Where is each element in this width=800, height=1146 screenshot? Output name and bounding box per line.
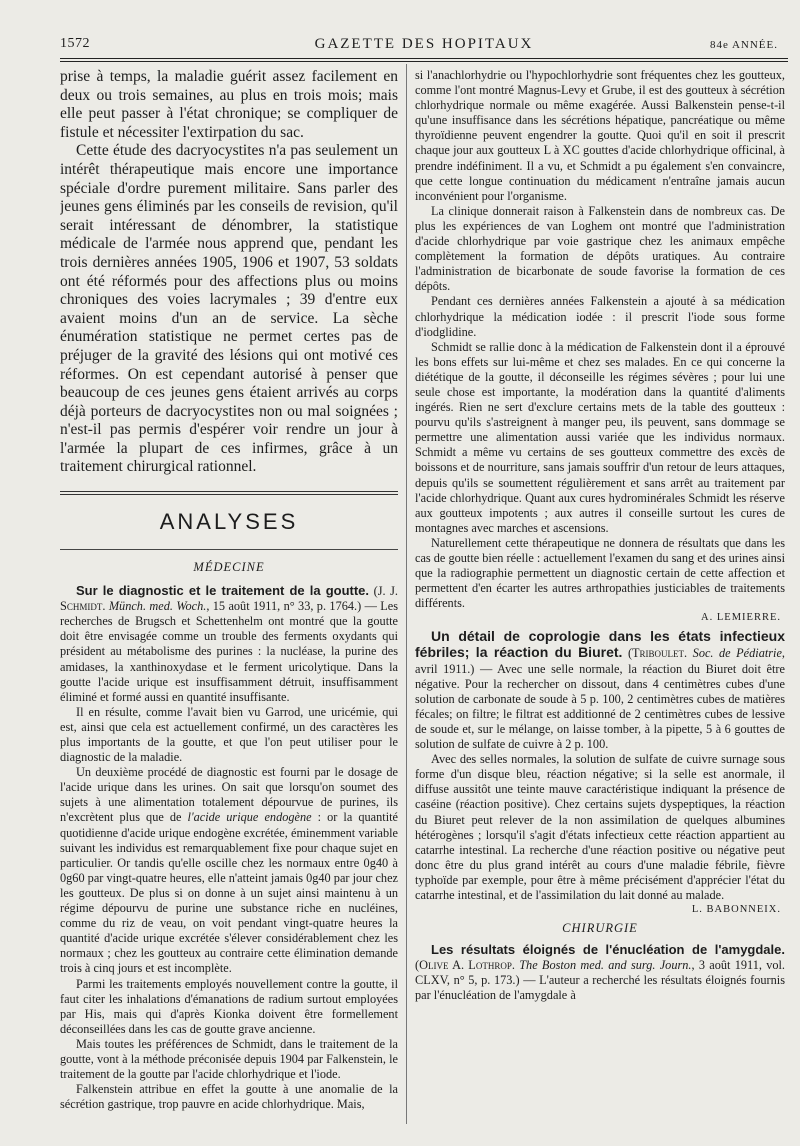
right-column [415,68,785,1003]
paragraph: La clinique donnerait raison à Falkenstein dans de nombreux cas. De plus les expériences de van Loghem ont montré que l'administration d'acide chlorhydrique par voie gastrique chez les animaux empêche complètement la formation de dépôts uratiques. Au contraire l'administration de bicarbonate de soude favorise la formation de ces dépôts. [415,203,785,294]
article-title: Les résultats éloignés de l'énucléation de l'amygdale. [431,942,785,958]
article-title: Un détail de coprologie dans les états infectieux fébriles; la réaction du Biuret. [415,628,785,661]
paragraph: Pendant ces dernières années Falkenstein a ajouté à sa médication chlorhydrique la médication iodée : il prescrit l'iode sous forme d'iodglidine. [415,294,785,339]
subsection-heading: CHIRURGIE [562,921,638,936]
paragraph [60,765,398,976]
article-author: (Triboulet. [627,646,688,661]
paragraph: prise à temps, la maladie guérit assez facilement en deux ou trois semaines, au plus en trois mois; mais elle peut passer à l'état chronique; se compliquer de fistule et nécessiter l'extirpation du sac. [60,68,398,141]
paragraph-text: : or la quantité quotidienne d'acide urique endogène excrétée, éminemment variable suivant les individus est remarquablement fixe pour chaque sujet en particulier. Or tandis qu'elle oscille chez les normaux entre 0g40 à 0g60 par vingt-quatre heures, elle n'atteint jamais 0g40 par jour chez les goutteux. De plus si on donne à un sujet ainsi maintenu à un régime dépourvu de purine une substance riche en nucléines, comme du riz de veau, on voit pendant vingt-quatre heures la quantité d'acide urique excrétée s'élever considérablement chez les normaux ; chez les goutteux au contraire cette élimination demande trois à cinq jours et est incomplète. [60,810,398,976]
article-biuret [415,629,785,752]
article-text: — L'auteur a recherché les résultats éloignés fournis par l'énucléation de l'amygdale à [415,973,785,1003]
column-divider [406,64,407,1124]
paragraph: Cette étude des dacryocystites n'a pas seulement un intérêt thérapeutique mais encore une importance spéciale d'ordre purement militaire. Sans parler des jeunes gens éliminés par les conseils de revision, qu'il serait intéressant de dénombrer, la statistique médicale de l'armée nous apprend que, pendant les trois dernières années 1905, 1906 et 1907, 53 soldats ont été réformés pour des affections plus ou moins chroniques des voies lacrymales ; 39 d'entre eux avaient moins d'un an de service. La sèche énumération statistique ne permet certes pas de préjuger de la gravité des lésions qui ont motivé ces réformes. On est cependant autorisé à penser que beaucoup de ces jeunes gens étaient arrivés au corps déjà porteurs de dacryocystites non ou mal soignées ; n'est-il pas permis d'espérer voir rendre un jour à l'armée la plupart de ces infirmes, grâce à un traitement chirurgical rationnel. [60,142,398,476]
article-amygdale [415,942,785,1003]
paragraph: si l'anachlorhydrie ou l'hypochlorhydrie sont fréquentes chez les goutteux, comme l'ont montré Magnus-Levy et Grube, il est des goutteux à sécrétion chlorhydrique normale ou même exagérée. Aussi Balkenstein pense-t-il qu'une insuffisance dans les sécrétions hépatique, pancréatique ou même thyroïdienne peuvent engendrer la goutte. Quoi qu'il en soit il prescrit chaque jour aux goutteux L à XC gouttes d'acide chlorhydrique officinal, à prendre indéfiniment. Il a vu, et Schmidt a pu également s'en convaincre, que cette longue continuation du médicament n'entraîne jamais aucun inconvénient pour l'organisme. [415,68,785,203]
subsection-heading: MÉDECINE [193,560,265,575]
section-rule [60,549,398,550]
article-title: Sur le diagnostic et le traitement de la goutte. [76,583,370,599]
paragraph-text: Un deuxième procédé de diagnostic est fourni par le dosage de l'acide urique dans les urines. On sait que lorsqu'on soumet des sujets à une alimentation totalement dépourvue de purines, ils n'excrètent plus que de [60,765,398,825]
article-source: Soc. de Pédiatrie [692,646,782,661]
article-text: — Avec une selle normale, la réaction du Biuret doit être négative. Pour la rechercher on dissout, dans 4 centimètres cubes d'une solution de carbonate de soude à 5 p. 100, 2 centimètres cubes de matières fécales; on filtre; le filtrat est additionné de 2 centimètres cubes de lessive de soude et, sur le mélange, on laisse tomber, à la pipette, 5 à 6 gouttes de solution de sulfate de cuivre à 2 p. 100. [415,661,785,752]
paragraph: Naturellement cette thérapeutique ne donnera de résultats que dans les cas de goutte bien réelle : actuellement l'examen du sang et des urines ainsi que la radiographie permettent un diagnostic certain de cette affection et permettent d'en écarter les autres arthropathies justiciables de traitements différents. [415,535,785,611]
paragraph: Mais toutes les préférences de Schmidt, dans le traitement de la goutte, vont à la méthode préconisée depuis 1904 par Falkenstein, le traitement de la goutte par l'acide chlorhydrique et l'iode. [60,1036,398,1082]
article-source: The Boston med. and surg. Journ. [519,958,692,973]
article-author: (J. J. Schmidt. [60,584,398,614]
header-rule-2 [60,61,788,62]
paragraph: Parmi les traitements employés nouvellement contre la goutte, il faut citer les inhalations d'émanations de radium surtout employées par His, mais qui d'après Kionka doivent être formellement déconseillées dans les cas de goutte grave ancienne. [60,976,398,1036]
article-reference: , 3 août 1911, vol. CLXV, n° 5, p. 173.) [415,958,785,988]
article-reference: , avril 1911.) [415,646,785,676]
article-reference: , 15 août 1911, n° 33, p. 1764.) [206,599,362,614]
running-header [60,36,788,58]
paragraph: Avec des selles normales, la solution de sulfate de cuivre surnage sous forme d'un disque bleu, réaction négative; si la selle est anormale, il diffuse aussitôt une teinte mauve caractéristique indiquant la présence de caséine (réaction positive). Chez certains sujets dyspeptiques, la réaction du Biuret peut relever de la non assimilation de quelques albumines hétérogènes ; lorsqu'il s'agit d'états infectieux cette réaction appartient au catarrhe intestinal. La recherche d'une réaction positive ou négative peut donc être du plus grand intérêt au cours d'une maladie fébrile, fièvre typhoïde par exemple, pour être à même précisément d'apprécier l'état du catarrhe intestinal, et de l'assimilation du lait donné au malade. [415,752,785,902]
section-rule [60,491,398,495]
header-rule [60,58,788,59]
year-label: 84e ANNÉE. [709,39,778,51]
article-author: (Olive A. Lothrop. [415,958,515,973]
article-source: Münch. med. Woch. [108,599,207,614]
section-title: ANALYSES [159,509,299,535]
paragraph: Il en résulte, comme l'avait bien vu Garrod, une uricémie, qui est, ainsi que cela est actuellement confirmé, un des caractères les plus importants de la goutte, et que l'on peut utiliser pour le diagnostic de la maladie. [60,704,398,765]
paragraph: Schmidt se rallie donc à la médication de Falkenstein dont il a éprouvé les bons effets sur lui-même et chez ses malades. En ce qui concerne la diététique de la goutte, il déconseille les régimes sévères ; pour lui une seule chose est importante, la modération dans la quantité d'aliments ingérés. Rien ne sert d'exclure certains mets de la table des goutteux : pourvu qu'ils s'astreignent à manger peu, ils peuvent, sans dommage se permettre une alimentation aussi variée que les individus normaux. Schmidt a même vu certains de ses goutteux commettre des excès de boissons et de nourriture, sans jamais souffrir d'un retour de leurs attaques, depuis qu'ils se soumettent régulièrement et sans arrêt au traitement par l'acide chlorhydrique. Quant aux cures hydrominérales Schmidt les réserve aux goutteux impotents ; aux autres il conseille surtout les cures de montagnes avec marches et ascensions. [415,339,785,535]
paragraph-emphasis: l'acide urique endogène [187,810,312,825]
author-signature: L. BABONNEIX. [691,904,781,916]
paragraph: Falkenstein attribue en effet la goutte à une anomalie de la sécrétion gastrique, trop pauvre en acide chlorhydrique. Mais, [60,1082,398,1112]
journal-title: GAZETTE DES HOPITAUX [314,36,534,52]
page-number: 1572 [60,36,90,51]
article-goutte [60,583,398,705]
left-column [60,68,398,1112]
author-signature: A. LEMIERRE. [701,612,781,624]
article-text: — Les recherches de Brugsch et Schettenhelm ont montré que la goutte doit être envisagée comme un trouble des ferments oxydants qui président au métabolisme des purines : la nucléase, la purine des amidases, la xanthinoxydase et le ferment uricolytique. Dans la goutte l'acide urique est insuffisamment détruit, insuffisamment éliminé et formé aussi en quantité insuffisante. [60,599,398,704]
